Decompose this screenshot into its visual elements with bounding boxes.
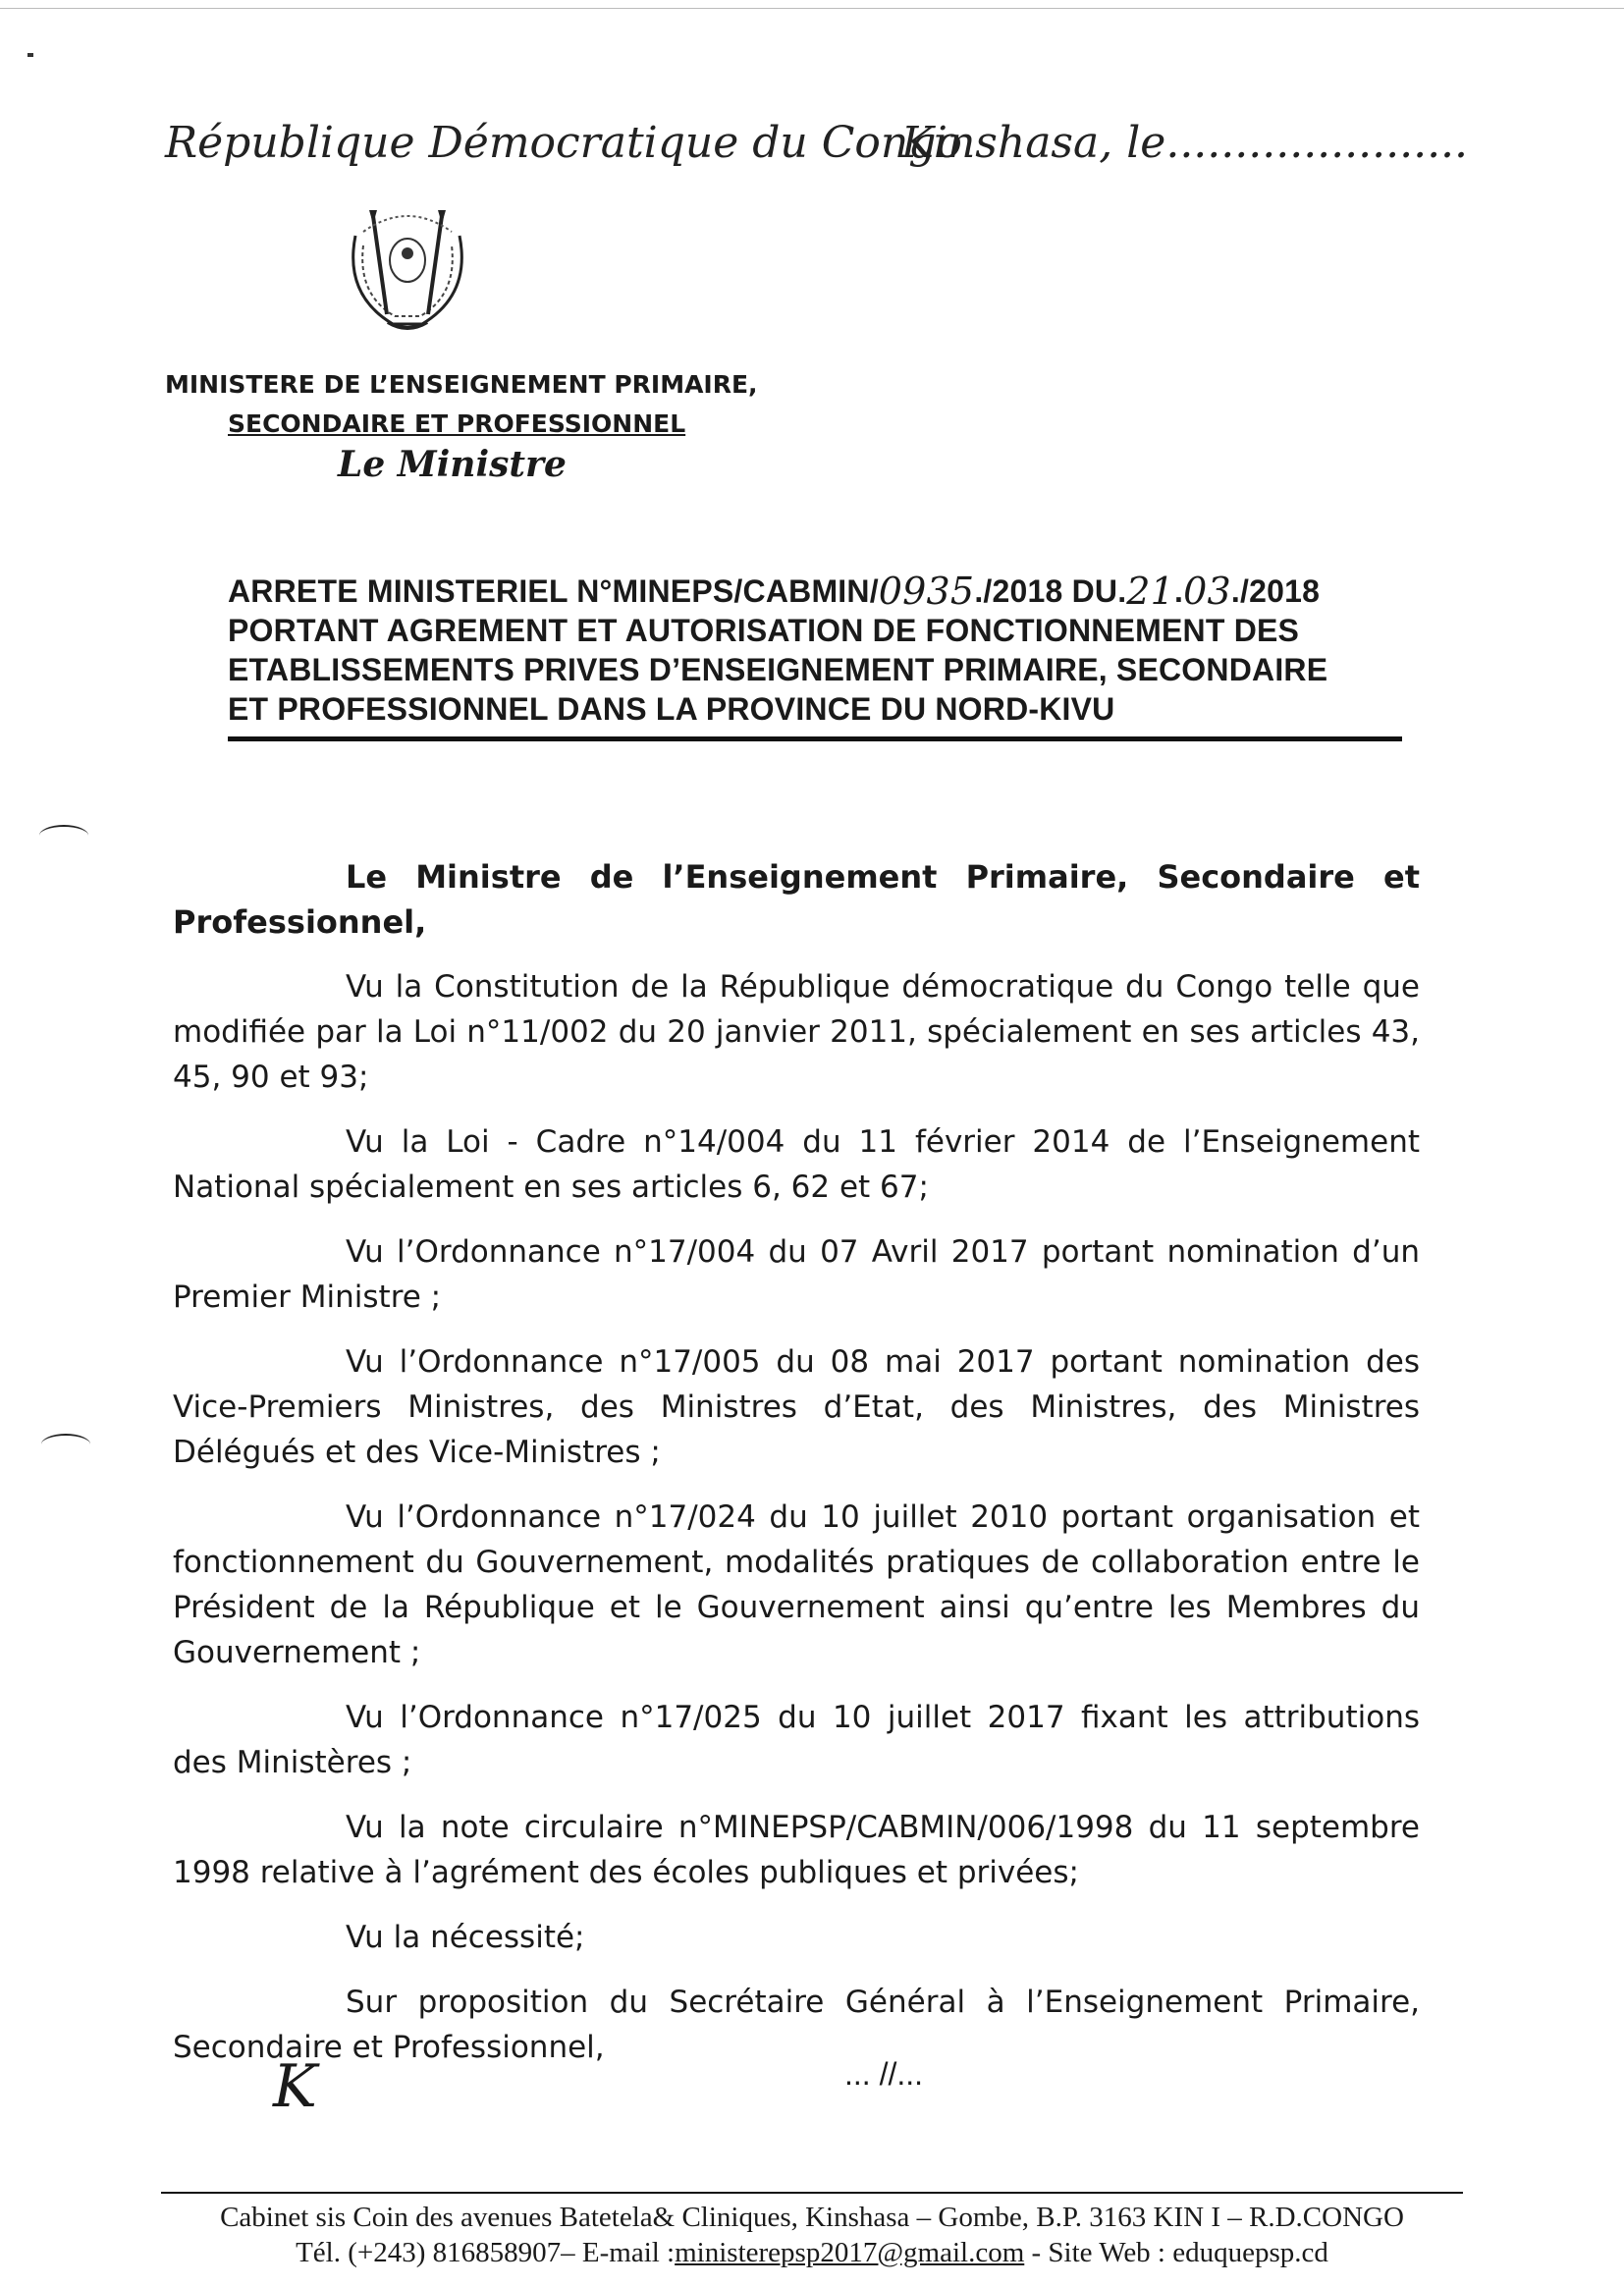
preamble-paragraph: Vu l’Ordonnance n°17/004 du 07 Avril 2017 portant nomination d’un Premier Ministre ; [173, 1234, 1420, 1315]
scan-mark [27, 53, 33, 57]
decree-prefix: ARRETE MINISTERIEL N°MINEPS/CABMIN/ [228, 573, 879, 609]
preamble-paragraph: Vu l’Ordonnance n°17/005 du 08 mai 2017 portant nomination des Vice-Premiers Ministres, des Ministres d’Etat, des Ministres, des Ministres Délégués et des Vice-Ministres ; [173, 1344, 1420, 1470]
footer [161, 2200, 1463, 2270]
decree-date-day: 21 [1126, 570, 1175, 613]
decree-line-3: ETABLISSEMENTS PRIVES D’ENSEIGNEMENT PRIMAIRE, SECONDAIRE [228, 652, 1328, 687]
footer-rule [161, 2192, 1463, 2194]
decree-date-month: 03 [1183, 570, 1231, 613]
decree-suffix: ./2018 [1230, 573, 1321, 609]
scan-mark [41, 1434, 90, 1455]
decree-title [228, 572, 1406, 729]
scan-mark [39, 825, 88, 846]
decree-body [173, 854, 1420, 2090]
preamble-paragraph: Vu l’Ordonnance n°17/024 du 10 juillet 2010 portant organisation et fonctionnement du Gouvernement, modalités pratiques de collaboration entre le Président de la République et le Gouvernement ainsi qu’entre les Membres du Gouvernement ; [173, 1499, 1420, 1670]
decree-date-dot: . [1174, 573, 1184, 609]
preamble-paragraph: Vu la Loi - Cadre n°14/004 du 11 février 2014 de l’Enseignement National spécialement en ses articles 6, 62 et 67; [173, 1124, 1420, 1205]
decree-mid: ./2018 DU. [974, 573, 1127, 609]
handwritten-initial: K [273, 2052, 317, 2121]
ministry-line-2: SECONDAIRE ET PROFESSIONNEL [228, 409, 686, 438]
minister-title: Le Ministre [338, 444, 567, 485]
ministry-name [165, 365, 758, 444]
coat-of-arms-icon [334, 206, 481, 344]
preamble-paragraph: Vu la Constitution de la République démocratique du Congo telle que modifiée par la Loi n°11/002 du 20 janvier 2011, spécialement en ses articles 43, 45, 90 et 93; [173, 969, 1420, 1095]
decree-number: 0935 [878, 570, 975, 613]
place-date: Kinshasa, le...................... [901, 118, 1469, 168]
footer-email-link[interactable]: ministerepsp2017@gmail.com [675, 2237, 1025, 2268]
preamble-heading: Le Ministre de l’Enseignement Primaire, Secondaire et Professionnel, [173, 858, 1420, 941]
decree-line-2: PORTANT AGREMENT ET AUTORISATION DE FONCTIONNEMENT DES [228, 613, 1300, 648]
country-heading: République Démocratique du Congo [165, 118, 962, 168]
title-underline [228, 736, 1402, 741]
preamble-paragraph: Vu l’Ordonnance n°17/025 du 10 juillet 2017 fixant les attributions des Ministères ; [173, 1700, 1420, 1780]
top-edge-line [0, 8, 1624, 9]
ministry-line-1: MINISTERE DE L’ENSEIGNEMENT PRIMAIRE, [165, 370, 758, 399]
preamble-paragraph: Sur proposition du Secrétaire Général à l’Enseignement Primaire, Secondaire et Professionnel, [173, 1985, 1420, 2065]
decree-line-1 [228, 572, 1406, 611]
preamble-paragraph: Vu la nécessité; [346, 1920, 585, 1955]
preamble-paragraph: Vu la note circulaire n°MINEPSP/CABMIN/006/1998 du 11 septembre 1998 relative à l’agrément des écoles publiques et privées; [173, 1810, 1420, 1890]
footer-contact: Tél. (+243) 816858907– E-mail :ministerepsp2017@gmail.com - Site Web : eduquepsp.cd [296, 2237, 1328, 2268]
footer-address: Cabinet sis Coin des avenues Batetela& Cliniques, Kinshasa – Gombe, B.P. 3163 KIN I – R.D.CONGO [220, 2202, 1404, 2233]
decree-line-4: ET PROFESSIONNEL DANS LA PROVINCE DU NORD-KIVU [228, 691, 1115, 727]
continued-marker: ... //... [844, 2056, 924, 2092]
